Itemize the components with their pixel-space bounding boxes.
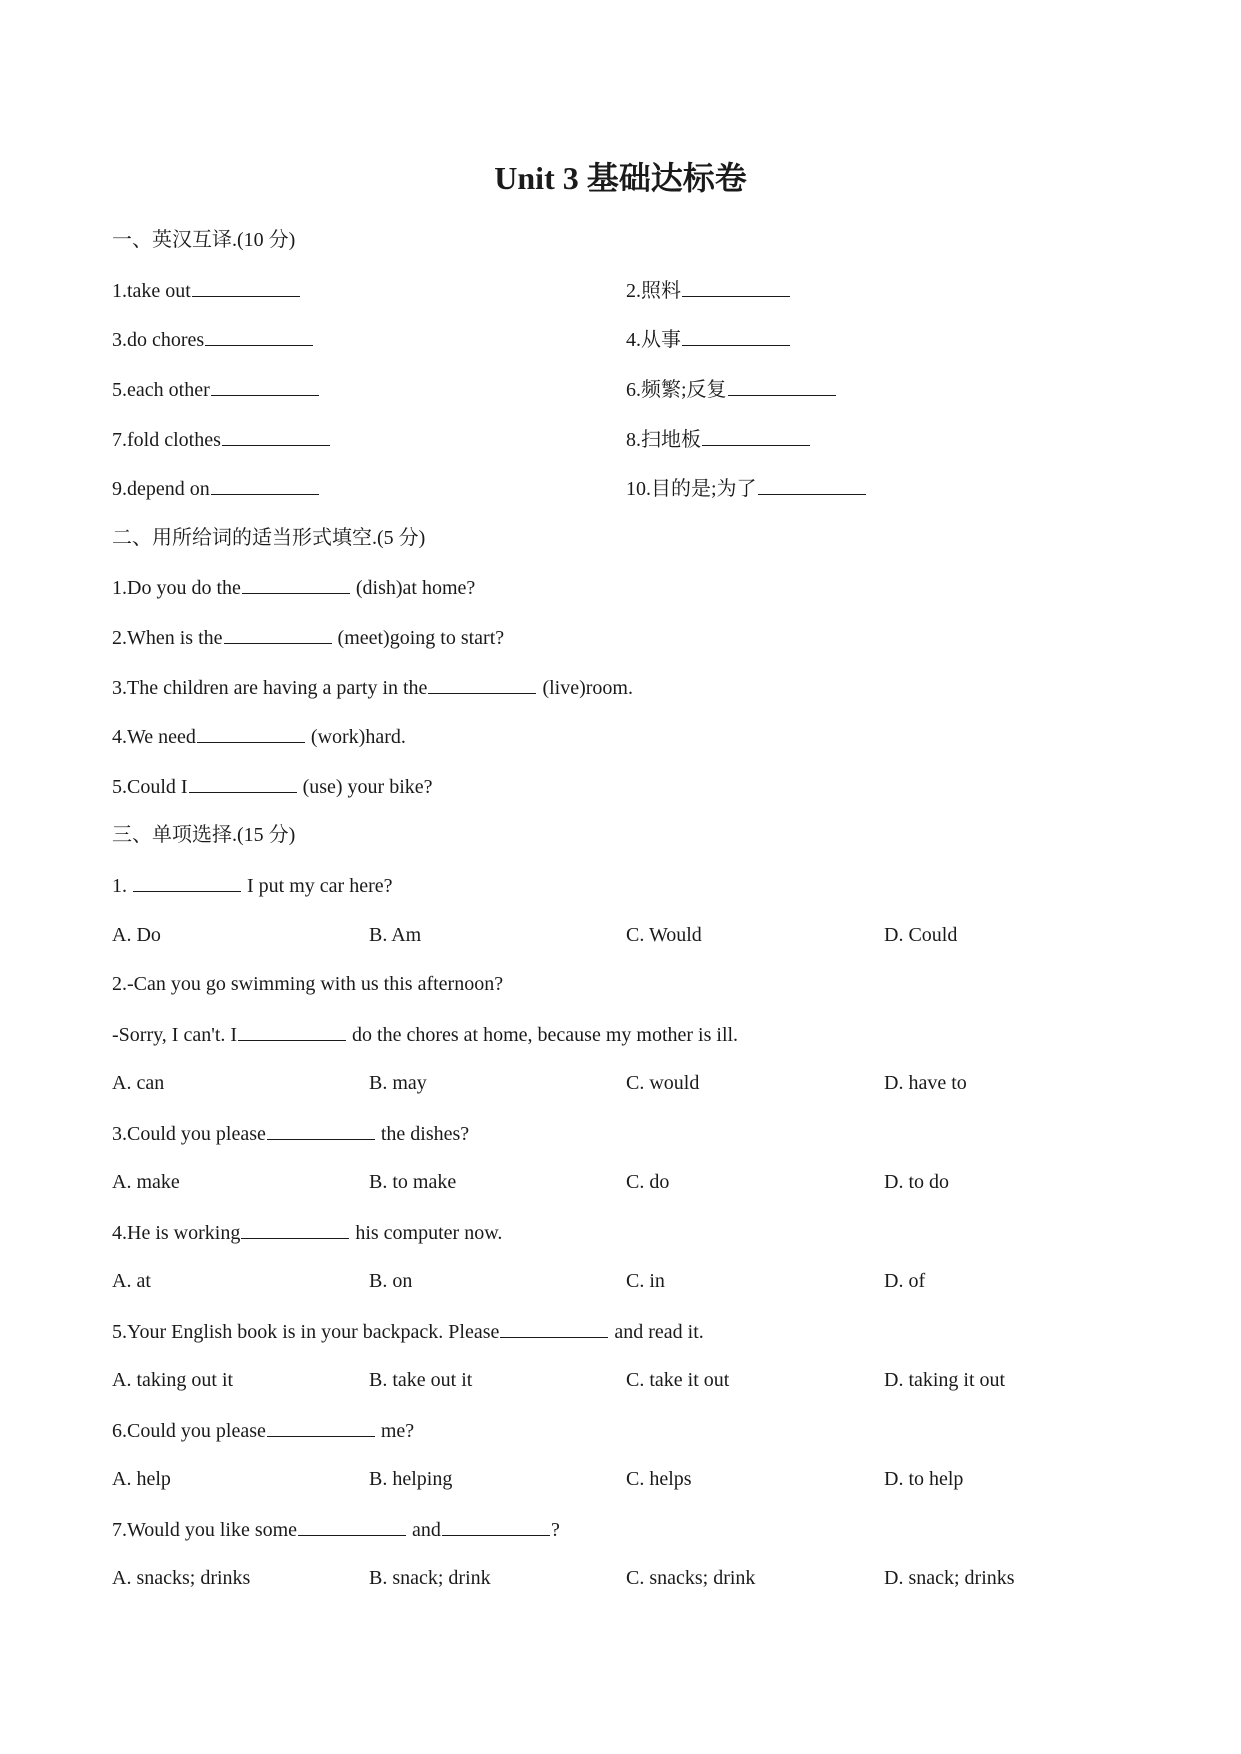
choice-question-3: 3.Could you please the dishes?: [112, 1119, 469, 1148]
option-b[interactable]: B. on: [369, 1270, 413, 1292]
option-c[interactable]: C. would: [626, 1072, 700, 1094]
answer-blank[interactable]: [267, 1119, 375, 1140]
option-c[interactable]: C. do: [626, 1171, 670, 1193]
option-d[interactable]: D. have to: [884, 1072, 967, 1094]
fill-item-3: 3.The children are having a party in the (live)room.: [112, 673, 633, 702]
fill-item-4: 4.We need (work)hard.: [112, 722, 406, 751]
choice-question-2-prompt: 2.-Can you go swimming with us this afternoon?: [112, 973, 504, 995]
choice-question-5: 5.Your English book is in your backpack. Please and read it.: [112, 1317, 704, 1346]
option-a[interactable]: A. at: [112, 1270, 151, 1292]
translation-item-5: 5.each other: [112, 375, 320, 404]
fill-item-1: 1.Do you do the (dish)at home?: [112, 573, 475, 602]
option-a[interactable]: A. can: [112, 1072, 165, 1094]
option-d[interactable]: D. to help: [884, 1468, 964, 1490]
translation-item-7: 7.fold clothes: [112, 425, 331, 454]
choice-question-6: 6.Could you please me?: [112, 1416, 414, 1445]
translation-item-2: 2.照料: [626, 276, 791, 305]
option-b[interactable]: B. Am: [369, 924, 422, 946]
option-d[interactable]: D. of: [884, 1270, 926, 1292]
option-c[interactable]: C. snacks; drink: [626, 1567, 756, 1589]
answer-blank[interactable]: [205, 325, 313, 346]
option-b[interactable]: B. helping: [369, 1468, 453, 1490]
translation-item-10: 10.目的是;为了: [626, 474, 867, 503]
answer-blank[interactable]: [238, 1020, 346, 1041]
answer-blank[interactable]: [211, 474, 319, 495]
choice-question-2: -Sorry, I can't. I do the chores at home, because my mother is ill.: [112, 1020, 738, 1049]
page-title: Unit 3 基础达标卷: [494, 160, 747, 196]
section1-heading: 一、英汉互译.(10 分): [112, 229, 296, 251]
translation-item-8: 8.扫地板: [626, 425, 811, 454]
option-d[interactable]: D. snack; drinks: [884, 1567, 1015, 1589]
choice-question-7: 7.Would you like some and ?: [112, 1515, 560, 1544]
answer-blank[interactable]: [224, 623, 332, 644]
translation-item-1: 1.take out: [112, 276, 301, 305]
translation-item-4: 4.从事: [626, 325, 791, 354]
fill-item-2: 2.When is the (meet)going to start?: [112, 623, 504, 652]
section2-heading: 二、用所给词的适当形式填空.(5 分): [112, 527, 426, 549]
answer-blank[interactable]: [428, 673, 536, 694]
answer-blank[interactable]: [702, 425, 810, 446]
answer-blank[interactable]: [211, 375, 319, 396]
answer-blank[interactable]: [442, 1515, 550, 1536]
option-d[interactable]: D. taking it out: [884, 1369, 1006, 1391]
translation-item-6: 6.频繁;反复: [626, 375, 837, 404]
answer-blank[interactable]: [189, 772, 297, 793]
option-a[interactable]: A. make: [112, 1171, 180, 1193]
answer-blank[interactable]: [267, 1416, 375, 1437]
option-a[interactable]: A. taking out it: [112, 1369, 234, 1391]
answer-blank[interactable]: [241, 1218, 349, 1239]
fill-item-5: 5.Could I (use) your bike?: [112, 772, 433, 801]
answer-blank[interactable]: [197, 722, 305, 743]
answer-blank[interactable]: [222, 425, 330, 446]
answer-blank[interactable]: [758, 474, 866, 495]
answer-blank[interactable]: [682, 325, 790, 346]
option-c[interactable]: C. Would: [626, 924, 702, 946]
section3-heading: 三、单项选择.(15 分): [112, 824, 296, 846]
answer-blank[interactable]: [728, 375, 836, 396]
answer-blank[interactable]: [133, 871, 241, 892]
option-a[interactable]: A. snacks; drinks: [112, 1567, 251, 1589]
option-d[interactable]: D. to do: [884, 1171, 949, 1193]
option-a[interactable]: A. help: [112, 1468, 171, 1490]
answer-blank[interactable]: [192, 276, 300, 297]
answer-blank[interactable]: [500, 1317, 608, 1338]
option-a[interactable]: A. Do: [112, 924, 161, 946]
option-b[interactable]: B. snack; drink: [369, 1567, 491, 1589]
choice-question-4: 4.He is working his computer now.: [112, 1218, 502, 1247]
option-b[interactable]: B. may: [369, 1072, 427, 1094]
answer-blank[interactable]: [682, 276, 790, 297]
option-c[interactable]: C. helps: [626, 1468, 692, 1490]
option-c[interactable]: C. take it out: [626, 1369, 730, 1391]
answer-blank[interactable]: [242, 573, 350, 594]
option-b[interactable]: B. take out it: [369, 1369, 473, 1391]
translation-item-9: 9.depend on: [112, 474, 320, 503]
answer-blank[interactable]: [298, 1515, 406, 1536]
translation-item-3: 3.do chores: [112, 325, 314, 354]
option-b[interactable]: B. to make: [369, 1171, 457, 1193]
choice-question-1: 1. I put my car here?: [112, 871, 392, 900]
option-c[interactable]: C. in: [626, 1270, 665, 1292]
option-d[interactable]: D. Could: [884, 924, 958, 946]
